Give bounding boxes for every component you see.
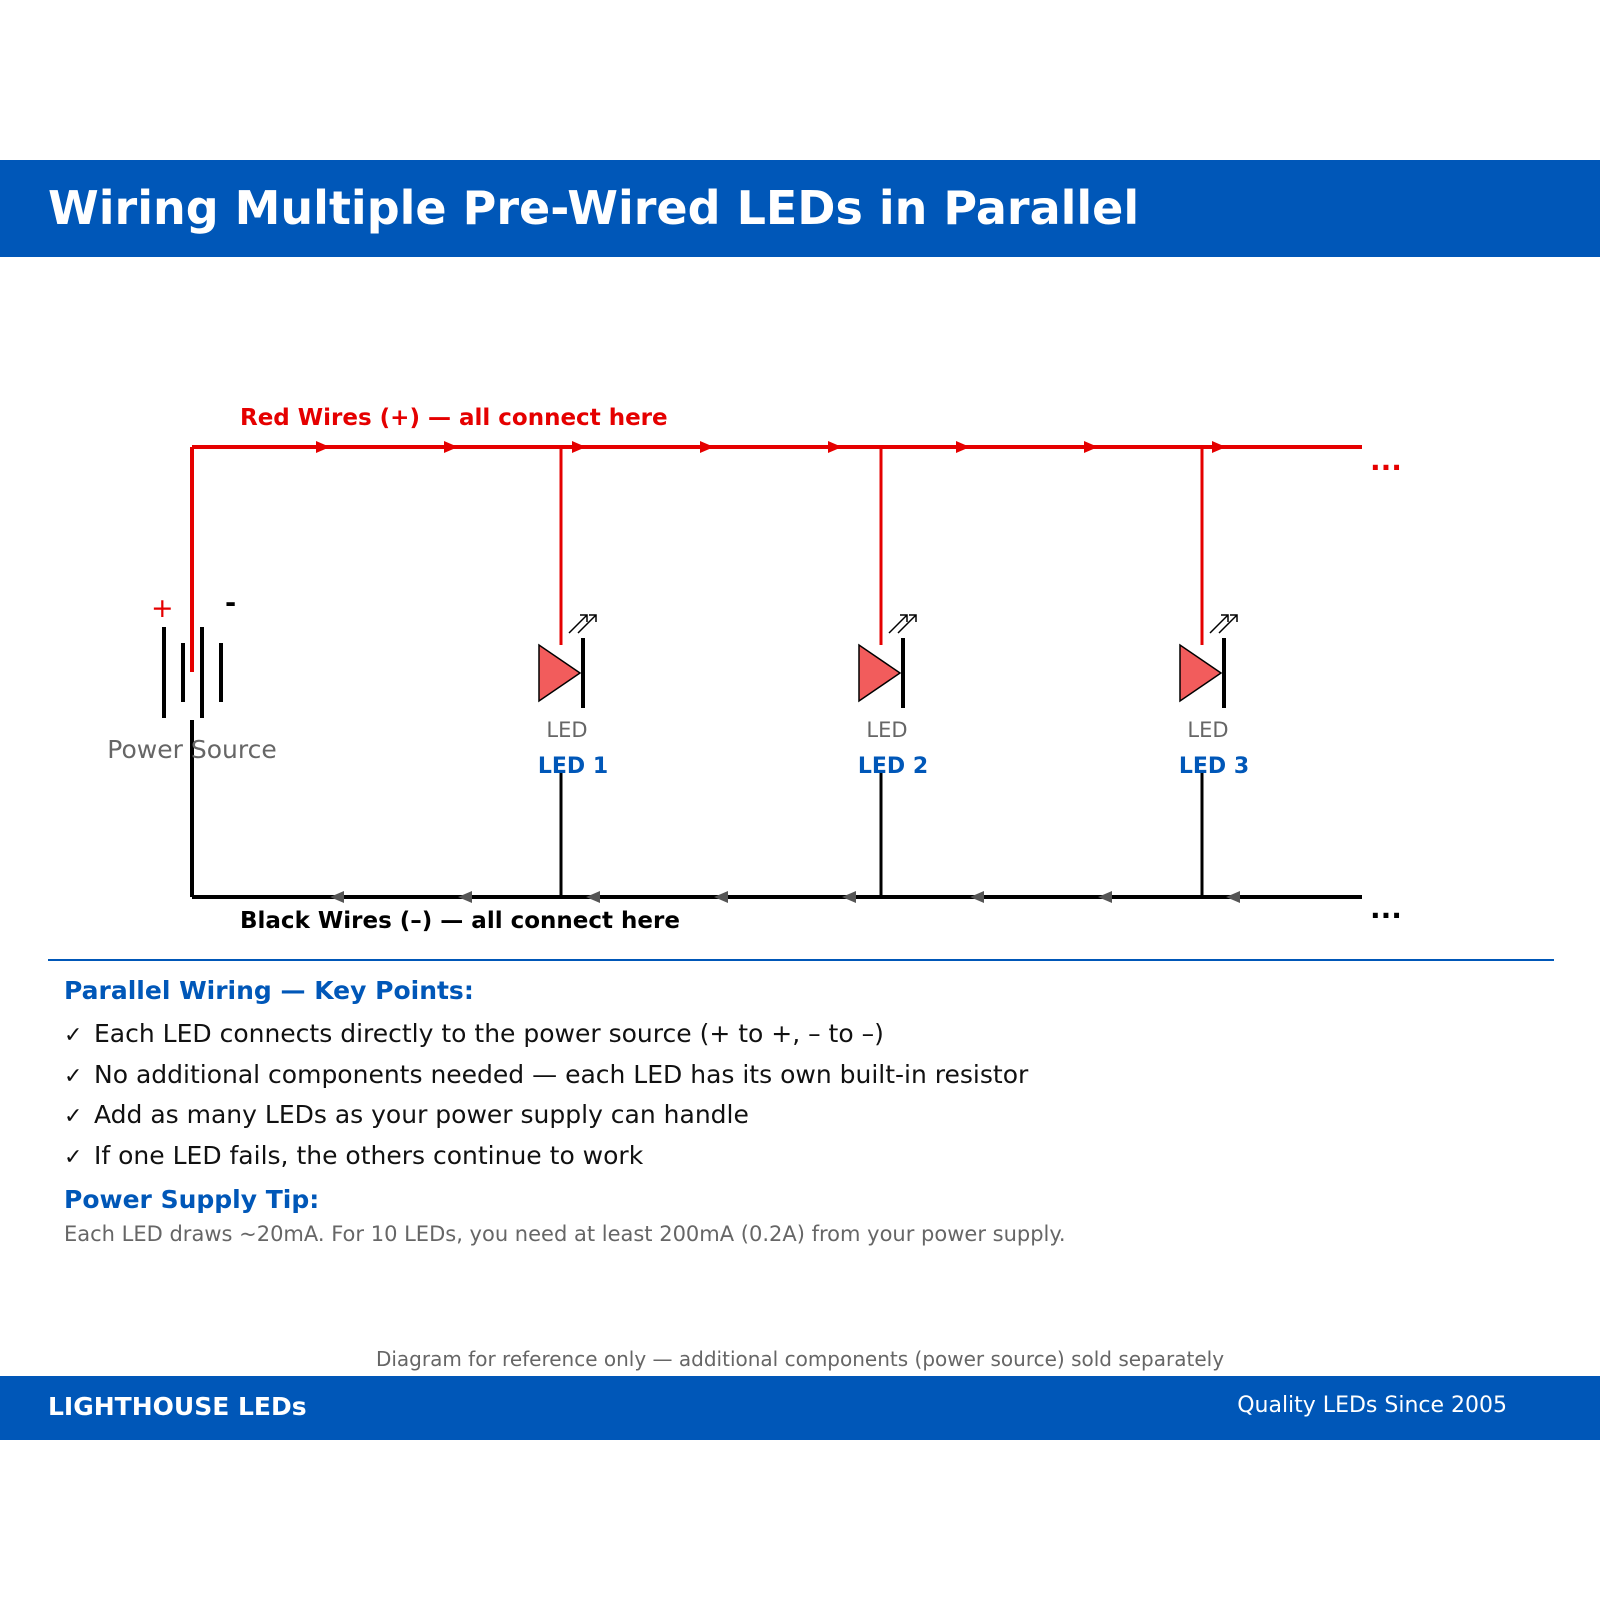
key-points-title: Parallel Wiring — Key Points: — [64, 976, 474, 1005]
key-point-text: Each LED connects directly to the power source (+ to +, – to –) — [94, 1019, 884, 1048]
led-symbol-icon — [1180, 638, 1224, 708]
disclaimer-text: Diagram for reference only — additional components (power source) sold separately — [375, 1347, 1225, 1371]
page-title: Wiring Multiple Pre-Wired LEDs in Parallel — [48, 181, 1140, 235]
key-point-text: No additional components needed — each LED has its own built-in resistor — [94, 1059, 1029, 1089]
footer-bar — [0, 1376, 1600, 1440]
battery-plus-sign: + — [151, 593, 174, 624]
led-symbol-icon — [539, 638, 583, 708]
positive-continuation: ... — [1370, 444, 1402, 477]
negative-continuation: ... — [1370, 892, 1402, 925]
section-divider — [48, 959, 1554, 961]
light-emission-icon — [569, 615, 596, 633]
list-item — [64, 1096, 1028, 1137]
battery-minus-sign: - — [225, 588, 237, 619]
negative-rail-label: Black Wires (–) — all connect here — [240, 908, 680, 934]
led-name-label: LED 2 — [857, 754, 929, 779]
power-tip-title: Power Supply Tip: — [64, 1185, 320, 1214]
light-emission-icon — [889, 615, 916, 633]
key-point-text: If one LED fails, the others continue to work — [94, 1140, 644, 1170]
check-icon: ✓ — [64, 1023, 83, 1048]
key-points-list — [64, 1015, 1028, 1177]
footer-tagline: Quality LEDs Since 2005 — [1237, 1393, 1507, 1418]
light-emission-icon — [1210, 615, 1237, 633]
list-item — [64, 1056, 1028, 1097]
check-icon: ✓ — [64, 1063, 83, 1089]
led-symbol-icon — [859, 638, 903, 708]
negative-rail — [192, 720, 1362, 897]
led-symbol-label: LED — [546, 718, 588, 742]
led-symbol-label: LED — [866, 718, 908, 742]
positive-rail-label: Red Wires (+) — all connect here — [240, 405, 668, 431]
check-icon: ✓ — [64, 1104, 83, 1129]
check-icon: ✓ — [64, 1144, 83, 1170]
list-item — [64, 1015, 1028, 1056]
led-name-label: LED 3 — [1178, 754, 1250, 779]
power-source-label: Power Source — [107, 735, 277, 764]
power-tip-text: Each LED draws ~20mA. For 10 LEDs, you need at least 200mA (0.2A) from your power supply. — [64, 1222, 1066, 1246]
footer-brand: LIGHTHOUSE LEDs — [48, 1392, 307, 1421]
positive-rail — [192, 447, 1362, 672]
key-point-text: Add as many LEDs as your power supply can handle — [94, 1100, 749, 1129]
list-item — [64, 1137, 1028, 1178]
led-name-label: LED 1 — [537, 754, 609, 779]
led-symbol-label: LED — [1187, 718, 1229, 742]
